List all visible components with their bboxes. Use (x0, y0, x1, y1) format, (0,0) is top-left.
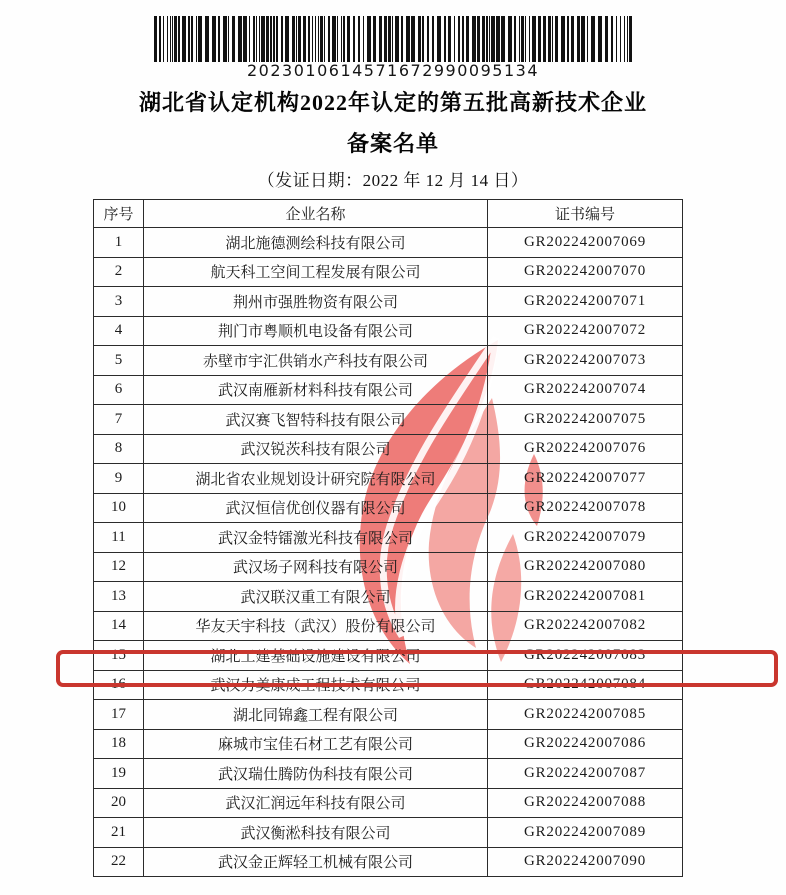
table-header-row (94, 200, 683, 228)
table-row (94, 670, 683, 700)
company-name-cell: 武汉金正辉轻工机械有限公司 (144, 847, 488, 877)
col-header-certificate-number: 证书编号 (488, 200, 683, 228)
table-row (94, 523, 683, 553)
enterprise-table (93, 199, 683, 877)
row-number-cell: 15 (94, 641, 144, 671)
table-row (94, 434, 683, 464)
row-number-cell: 20 (94, 788, 144, 818)
table-row (94, 346, 683, 376)
row-number-cell: 12 (94, 552, 144, 582)
row-number-cell: 3 (94, 287, 144, 317)
certificate-number-cell: GR202242007080 (488, 552, 683, 582)
barcode (154, 16, 632, 62)
certificate-number-cell: GR202242007090 (488, 847, 683, 877)
row-number-cell: 7 (94, 405, 144, 435)
table-row (94, 287, 683, 317)
company-name-cell: 武汉衡淞科技有限公司 (144, 818, 488, 848)
table-row (94, 228, 683, 258)
table-row (94, 257, 683, 287)
company-name-cell: 湖北省农业规划设计研究院有限公司 (144, 464, 488, 494)
row-number-cell: 9 (94, 464, 144, 494)
company-name-cell: 华友天宇科技（武汉）股份有限公司 (144, 611, 488, 641)
table-row (94, 582, 683, 612)
company-name-cell: 武汉汇润远年科技有限公司 (144, 788, 488, 818)
row-number-cell: 22 (94, 847, 144, 877)
table-row (94, 405, 683, 435)
certificate-number-cell: GR202242007081 (488, 582, 683, 612)
company-name-cell: 荆门市粤顺机电设备有限公司 (144, 316, 488, 346)
document-title-line2: 备案名单 (346, 131, 439, 156)
certificate-number-cell: GR202242007089 (488, 818, 683, 848)
row-number-cell: 2 (94, 257, 144, 287)
company-name-cell: 武汉瑞仕腾防伪科技有限公司 (144, 759, 488, 789)
company-name-cell: 航天科工空间工程发展有限公司 (144, 257, 488, 287)
table-row (94, 464, 683, 494)
certificate-number-cell: GR202242007078 (488, 493, 683, 523)
table-row (94, 552, 683, 582)
row-number-cell: 8 (94, 434, 144, 464)
table-row (94, 818, 683, 848)
barcode-number: 2023010614571672990095134 (247, 61, 539, 80)
row-number-cell: 19 (94, 759, 144, 789)
company-name-cell: 赤壁市宇汇供销水产科技有限公司 (144, 346, 488, 376)
company-name-cell: 武汉场子网科技有限公司 (144, 552, 488, 582)
table-row (94, 729, 683, 759)
company-name-cell: 荆州市强胜物资有限公司 (144, 287, 488, 317)
certificate-number-cell: GR202242007083 (488, 641, 683, 671)
certificate-number-cell: GR202242007085 (488, 700, 683, 730)
company-name-cell: 湖北工建基础设施建设有限公司 (144, 641, 488, 671)
certificate-number-cell: GR202242007070 (488, 257, 683, 287)
certificate-number-cell: GR202242007087 (488, 759, 683, 789)
table-row (94, 316, 683, 346)
row-number-cell: 17 (94, 700, 144, 730)
company-name-cell: 湖北同锦鑫工程有限公司 (144, 700, 488, 730)
row-number-cell: 10 (94, 493, 144, 523)
row-number-cell: 11 (94, 523, 144, 553)
issue-date-line: （发证日期：2022 年 12 月 14 日） (257, 171, 529, 190)
certificate-number-cell: GR202242007069 (488, 228, 683, 258)
row-number-cell: 14 (94, 611, 144, 641)
row-number-cell: 5 (94, 346, 144, 376)
certificate-number-cell: GR202242007084 (488, 670, 683, 700)
certificate-number-cell: GR202242007073 (488, 346, 683, 376)
certificate-number-cell: GR202242007076 (488, 434, 683, 464)
col-header-company-name: 企业名称 (144, 200, 488, 228)
row-number-cell: 4 (94, 316, 144, 346)
certificate-number-cell: GR202242007077 (488, 464, 683, 494)
document-title-line1: 湖北省认定机构2022年认定的第五批高新技术企业 (138, 90, 647, 115)
row-number-cell: 1 (94, 228, 144, 258)
certificate-number-cell: GR202242007088 (488, 788, 683, 818)
row-number-cell: 16 (94, 670, 144, 700)
certificate-number-cell: GR202242007082 (488, 611, 683, 641)
table-row (94, 611, 683, 641)
company-name-cell: 武汉赛飞智特科技有限公司 (144, 405, 488, 435)
certificate-number-cell: GR202242007074 (488, 375, 683, 405)
table-row (94, 641, 683, 671)
table-row (94, 788, 683, 818)
company-name-cell: 武汉金特镭激光科技有限公司 (144, 523, 488, 553)
table-row (94, 700, 683, 730)
certificate-number-cell: GR202242007086 (488, 729, 683, 759)
row-number-cell: 21 (94, 818, 144, 848)
company-name-cell: 武汉南雁新材料科技有限公司 (144, 375, 488, 405)
company-name-cell: 湖北施德测绘科技有限公司 (144, 228, 488, 258)
row-number-cell: 13 (94, 582, 144, 612)
table-row (94, 847, 683, 877)
table-row (94, 759, 683, 789)
certificate-number-cell: GR202242007075 (488, 405, 683, 435)
certificate-number-cell: GR202242007079 (488, 523, 683, 553)
company-name-cell: 武汉恒信优创仪器有限公司 (144, 493, 488, 523)
company-name-cell: 麻城市宝佳石材工艺有限公司 (144, 729, 488, 759)
table-row (94, 375, 683, 405)
certificate-number-cell: GR202242007071 (488, 287, 683, 317)
row-number-cell: 6 (94, 375, 144, 405)
company-name-cell: 武汉锐茨科技有限公司 (144, 434, 488, 464)
company-name-cell: 武汉联汉重工有限公司 (144, 582, 488, 612)
certificate-number-cell: GR202242007072 (488, 316, 683, 346)
col-header-index: 序号 (94, 200, 144, 228)
row-number-cell: 18 (94, 729, 144, 759)
table-row (94, 493, 683, 523)
company-name-cell: 武汉力美康成工程技术有限公司 (144, 670, 488, 700)
